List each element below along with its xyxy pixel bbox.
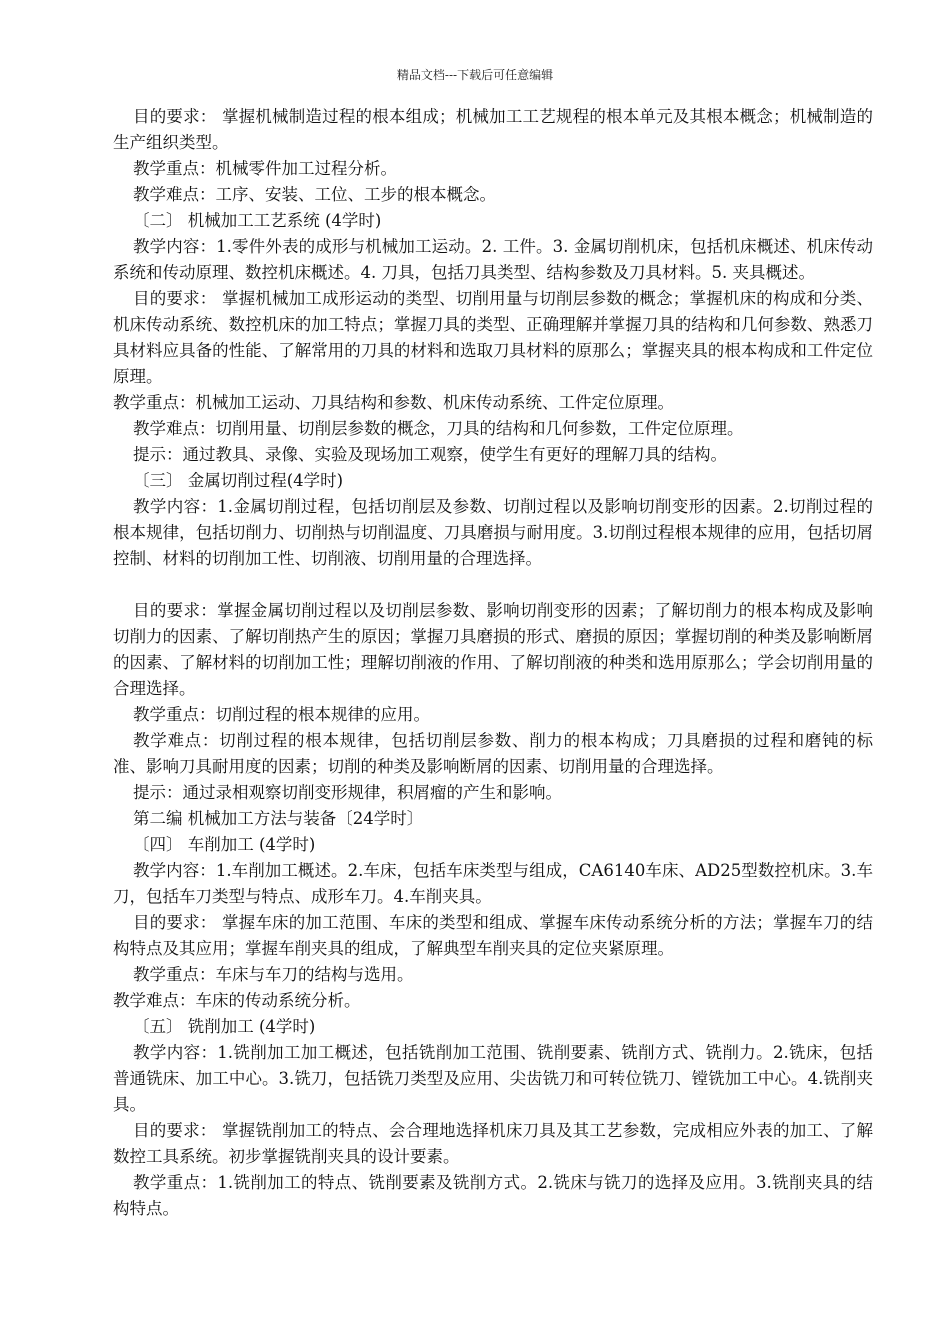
paragraph: 教学重点：机械零件加工过程分析。 xyxy=(133,159,397,178)
paragraph: 教学难点：切削用量、切削层参数的概念，刀具的结构和几何参数，工件定位原理。 xyxy=(133,419,744,438)
paragraph: 教学难点：工序、安装、工位、工步的根本概念。 xyxy=(133,185,496,204)
document-body xyxy=(113,104,873,1222)
paragraph: 教学难点：车床的传动系统分析。 xyxy=(113,991,361,1010)
paragraph: 教学重点：切削过程的根本规律的应用。 xyxy=(133,705,430,724)
blank-line xyxy=(113,572,873,598)
paragraph: 〔三〕 金属切削过程(4学时) xyxy=(133,471,344,490)
paragraph: 〔四〕 车削加工 (4学时) xyxy=(133,835,316,854)
paragraph: 目的要求： 掌握铣削加工的特点、会合理地选择机床刀具及其工艺参数，完成相应外表的加工、了解数控工具系统。初步掌握铣削夹具的设计要素。 xyxy=(113,1121,873,1166)
paragraph: 目的要求： 掌握机械加工成形运动的类型、切削用量与切削层参数的概念；掌握机床的构成和分类、机床传动系统、数控机床的加工特点；掌握刀具的类型、正确理解并掌握刀具的结构和几何参数、熟悉刀具材料应具备的性能、了解常用的刀具的材料和选取刀具材料的原那么；掌握夹具的根本构成和工件定位原理。 xyxy=(113,289,873,386)
paragraph: 提示：通过录相观察切削变形规律，积屑瘤的产生和影响。 xyxy=(133,783,562,802)
paragraph: 提示：通过教具、录像、实验及现场加工观察，使学生有更好的理解刀具的结构。 xyxy=(133,445,727,464)
paragraph: 〔二〕 机械加工工艺系统 (4学时) xyxy=(133,211,382,230)
paragraph: 目的要求：掌握金属切削过程以及切削层参数、影响切削变形的因素；了解切削力的根本构成及影响切削力的因素、了解切削热产生的原因；掌握刀具磨损的形式、磨损的原因；掌握切削的种类及影响断屑的因素、了解材料的切削加工性；理解切削液的作用、了解切削液的种类和选用原那么；学会切削用量的合理选择。 xyxy=(113,601,873,698)
paragraph: 目的要求： 掌握机械制造过程的根本组成；机械加工工艺规程的根本单元及其根本概念；机械制造的生产组织类型。 xyxy=(113,107,873,152)
page-header: 精品文档---下载后可任意编辑 xyxy=(396,68,554,82)
paragraph: 教学内容：1.铣削加工加工概述，包括铣削加工范围、铣削要素、铣削方式、铣削力。2.铣床，包括普通铣床、加工中心。3.铣刀，包括铣刀类型及应用、尖齿铣刀和可转位铣刀、镗铣加工中心。4.铣削夹具。 xyxy=(113,1043,873,1114)
paragraph: 目的要求： 掌握车床的加工范围、车床的类型和组成、掌握车床传动系统分析的方法；掌握车刀的结构特点及其应用；掌握车削夹具的组成，了解典型车削夹具的定位夹紧原理。 xyxy=(113,913,873,958)
paragraph: 教学内容：1.金属切削过程，包括切削层及参数、切削过程以及影响切削变形的因素。2.切削过程的根本规律，包括切削力、切削热与切削温度、刀具磨损与耐用度。3.切削过程根本规律的应用，包括切屑控制、材料的切削加工性、切削液、切削用量的合理选择。 xyxy=(113,497,873,568)
paragraph: 教学重点：机械加工运动、刀具结构和参数、机床传动系统、工件定位原理。 xyxy=(113,393,674,412)
paragraph: 教学内容：1.车削加工概述。2.车床，包括车床类型与组成，CA6140车床、AD25型数控机床。3.车刀，包括车刀类型与特点、成形车刀。4.车削夹具。 xyxy=(113,861,873,906)
paragraph: 教学重点：1.铣削加工的特点、铣削要素及铣削方式。2.铣床与铣刀的选择及应用。3.铣削夹具的结构特点。 xyxy=(113,1173,873,1218)
paragraph: 教学重点：车床与车刀的结构与选用。 xyxy=(133,965,414,984)
paragraph: 第二编 机械加工方法与装备〔24学时〕 xyxy=(133,809,424,828)
paragraph: 教学难点：切削过程的根本规律，包括切削层参数、削力的根本构成；刀具磨损的过程和磨钝的标准、影响刀具耐用度的因素；切削的种类及影响断屑的因素、切削用量的合理选择。 xyxy=(113,731,873,776)
paragraph: 教学内容：1.零件外表的成形与机械加工运动。2. 工件。3. 金属切削机床，包括机床概述、机床传动系统和传动原理、数控机床概述。4. 刀具，包括刀具类型、结构参数及刀具材料。5. 夹具概述。 xyxy=(113,237,873,282)
paragraph: 〔五〕 铣削加工 (4学时) xyxy=(133,1017,316,1036)
